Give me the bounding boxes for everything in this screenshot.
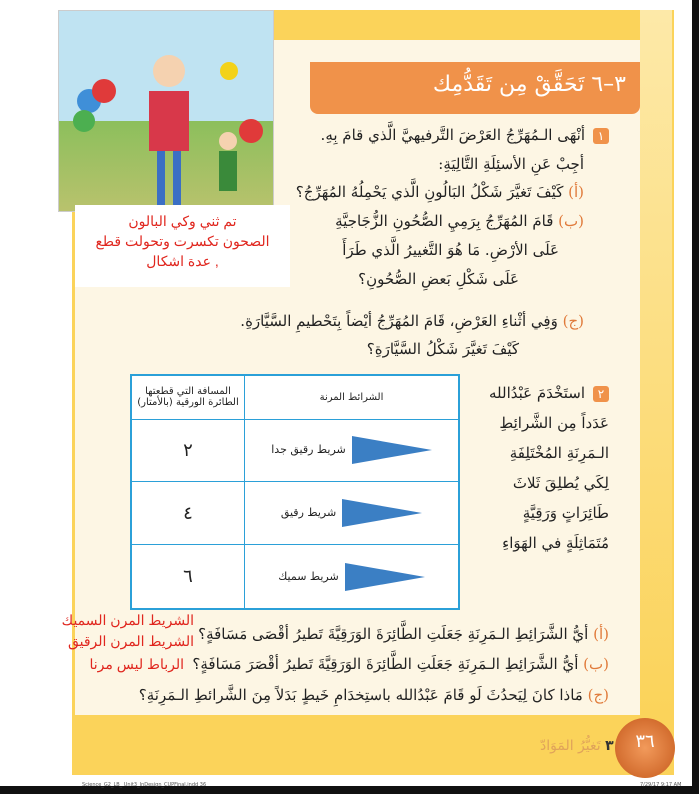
question-1b-cont: عَلَى الأرْضِ. مَا هُوَ التَّغييرُ الَّذي طَرَأَ: [342, 241, 559, 259]
question-1b-cont: عَلَى شَكْلِ بَعضِ الصُّحُونِ؟: [358, 270, 519, 288]
question-text: لِكَي يُطلِقَ ثَلاثَ: [512, 474, 609, 492]
item-label: (ج): [562, 312, 584, 330]
question-text: قَامَ المُهَرِّجُ بِرَمِيِ الصُّحُونِ الزُّجَاجيَّةِ: [335, 212, 554, 230]
question-text: طَائِرَاتٍ وَرَقِيَّةٍ: [522, 504, 609, 522]
band-label: شريط سميك: [278, 569, 339, 583]
answer-line: , عدة اشكال: [146, 253, 219, 269]
item-label: (ج): [587, 686, 609, 704]
item-label: (ب): [558, 212, 584, 230]
question-text: أيُّ الشَّرَائِطِ الـمَرِنَةِ جَعَلَتِ الطَّائِرَةَ الوَرَقِيَّةَ تَطيرُ أقْصَى مَسَافَةٍ؟: [198, 625, 589, 643]
distance-cell: ٤: [131, 482, 245, 545]
question-text: الـمَرِنَةِ المُخْتَلِفَةِ: [509, 444, 609, 462]
question-1c: [240, 312, 584, 330]
item-label: (ب): [583, 655, 609, 673]
unit-title: [540, 738, 614, 754]
handwritten-answer-2a: الشريط المرن السميك: [61, 612, 194, 628]
band-label: شريط رقيق جدا: [271, 443, 346, 457]
question-2b: [192, 655, 609, 673]
question-text: كَيْفَ تَغيَّرَ شَكْلُ البَالُونِ الَّذي يَحْمِلُهُ المُهَرِّجُ؟: [295, 183, 564, 201]
table-row: [131, 545, 459, 609]
table-row: [131, 419, 459, 482]
unit-number: ٣: [605, 738, 614, 754]
handwritten-answer-2c: الرباط ليس مرنا: [89, 656, 184, 672]
question-text: عَدَداً مِن الشَّرائِطِ: [499, 414, 609, 432]
question-number: ٢: [593, 386, 609, 402]
question-2-intro: [489, 378, 609, 558]
answer-line: الصحون تكسرت وتحولت قطع: [95, 233, 270, 249]
question-number: ١: [593, 128, 609, 144]
section-header: ٣–٦ تَحَقَّقْ مِن تَقَدُّمِك: [310, 62, 640, 114]
frame-border: [692, 0, 699, 794]
question-1a: [296, 183, 584, 201]
band-cell: [245, 482, 460, 545]
table-row: [131, 482, 459, 545]
handwritten-answer-box: [75, 205, 290, 287]
clown-image: [59, 11, 273, 211]
distance-cell: ٦: [131, 545, 245, 609]
paper-plane-icon: [345, 563, 425, 591]
item-label: (أ): [593, 625, 609, 643]
print-slug-date: 7/29/17 9:17 AM: [640, 782, 682, 788]
question-text: مُتَمَاثِلَةٍ في الهَوَاءِ: [502, 534, 609, 552]
question-1-intro: [321, 126, 609, 144]
paper-plane-icon: [352, 436, 432, 464]
table-header: الشرائط المرنة: [245, 375, 460, 419]
band-label: شريط رقيق: [280, 506, 337, 520]
question-text: أنْهَى الـمُهَرِّجُ العَرْضَ التَّرفيهيَّ الَّذي قامَ بِهِ.: [320, 126, 585, 144]
question-2a: [198, 625, 609, 643]
clown-illustration: [58, 10, 274, 212]
question-text: استَخْدَمَ عَبْدُالله: [489, 384, 585, 402]
question-2c: [139, 686, 609, 704]
question-1c-cont: كَيْفَ تَغيَّرَ شَكْلُ السَّيَّارَةِ؟: [366, 340, 519, 358]
question-1-instruction: أجِبْ عَنِ الأسئِلَةِ التَّالِيَةِ:: [438, 155, 584, 173]
paper-plane-icon: [342, 499, 422, 527]
print-slug-file: Science_G2_LB_ Unit3_InDesign_CUPFinal.indd 36: [82, 782, 207, 788]
question-1b: [335, 212, 584, 230]
handwritten-answer-2b: الشريط المرن الرقيق: [67, 633, 194, 649]
band-cell: [245, 419, 460, 482]
unit-title-text: تَغيُّرُ المَوَادّ: [540, 738, 601, 754]
page-number: ٣٦: [615, 718, 675, 778]
question-text: أيُّ الشَّرَائِطِ الـمَرِنَةِ جَعَلَتِ الطَّائِرَةَ الوَرَقِيَّةَ تَطيرُ أقْصَرَ مَسَافَةٍ؟: [192, 655, 579, 673]
question-text: مَاذا كانَ لِيَحدُثَ لَو قَامَ عَبْدُالله باستِخدَامِ خَيطٍ بَدَلاً مِنَ الشَّرائطِ الـمَرِنَةِ؟: [138, 686, 583, 704]
table-header: المسافة التي قطعتها الطائرة الورقية (بالأمتار): [131, 375, 245, 419]
answer-line: تم ثني وكي البالون: [128, 213, 237, 229]
question-text: وَفِي أثْناءِ العَرْضِ، قَامَ المُهَرِّجُ أيْضاً بِتَحْطيمِ السَّيَّارَةِ.: [240, 312, 558, 330]
item-label: (أ): [568, 183, 584, 201]
side-strip: [640, 10, 672, 715]
distance-cell: ٢: [131, 419, 245, 482]
band-cell: [245, 545, 460, 609]
elastic-bands-table: [130, 374, 460, 610]
